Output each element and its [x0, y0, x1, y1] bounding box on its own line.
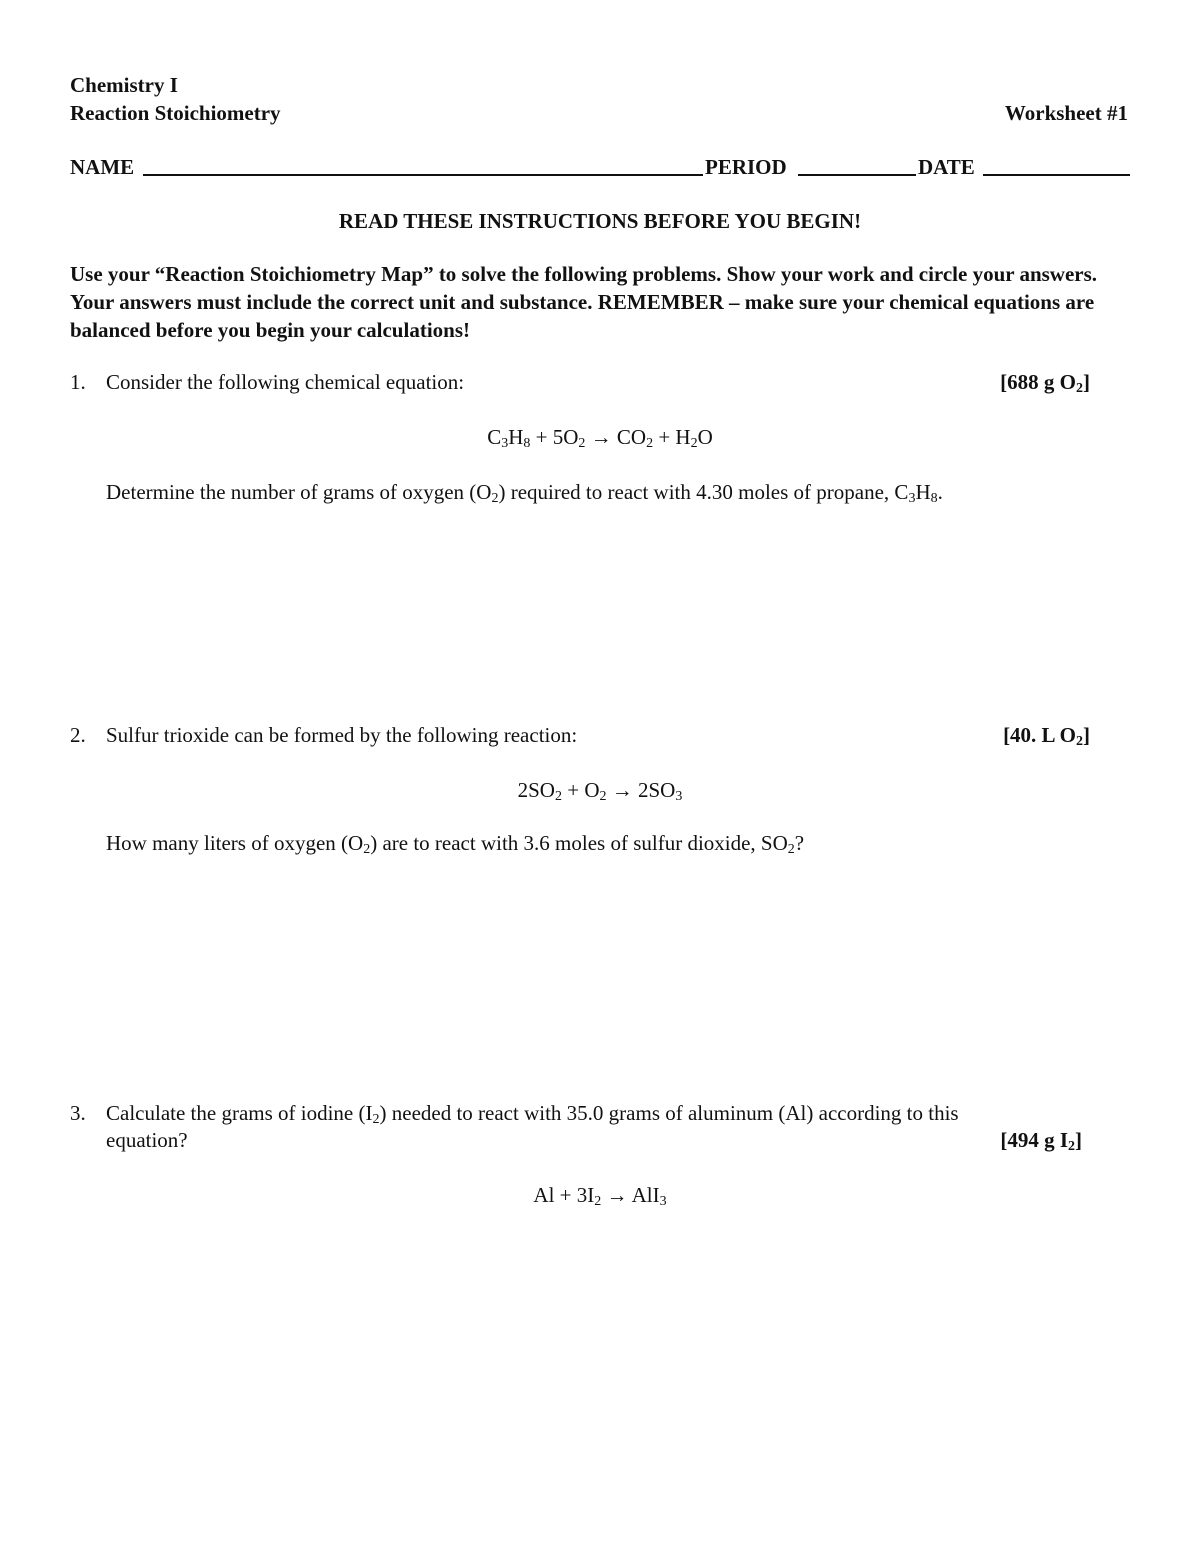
problem-3-prompt-line1: Calculate the grams of iodine $(I_2)$ needed to react with 35.0 grams of aluminum (Al) according to this — [106, 1101, 959, 1127]
problem-1-answer: [688 g $O_2$] — [1000, 370, 1090, 396]
problem-2-question: How many liters of oxygen $(O_2)$ are to react with 3.6 moles of sulfur dioxide, $SO_2$? — [106, 831, 805, 857]
worksheet-number: Worksheet #1 — [1004, 101, 1128, 125]
problem-3-prompt-line2: equation? — [106, 1128, 188, 1152]
instructions-body: Use your “Reaction Stoichiometry Map” to solve the following problems. Show your work and circle your answers. Your answers must include the correct unit and substance. REMEMBER – make sure your chemical equations are balanced before you begin your calculations! — [70, 262, 1098, 342]
problem-1-prompt: Consider the following chemical equation: — [106, 370, 465, 394]
problem-1-equation: $C_3H_8 + 5O_2 \to CO_2 + H_2O$ — [487, 425, 713, 451]
arrow-icon: → — [606, 778, 638, 802]
problem-3-answer: [494 g $I_2$] — [1000, 1128, 1082, 1154]
arrow-icon: → — [601, 1183, 632, 1207]
problem-2-prompt: Sulfur trioxide can be formed by the following reaction: — [106, 723, 578, 747]
problem-2-equation: $2SO_2 + O_2 \to 2SO_3$ — [517, 778, 683, 804]
name-label: NAME — [70, 155, 135, 179]
problem-1-number: 1. — [70, 370, 86, 394]
problem-3-equation: $Al + 3I_2 \to AlI_3$ — [533, 1183, 667, 1209]
problem-1-question: Determine the number of grams of oxygen $(O_2)$ required to react with 4.30 moles of propane, $C_3H_8$. — [106, 480, 943, 506]
date-label: DATE — [918, 155, 975, 179]
problem-3-number: 3. — [70, 1101, 86, 1125]
topic-title: Reaction Stoichiometry — [70, 101, 281, 125]
course-title: Chemistry I — [70, 73, 178, 97]
name-field[interactable] — [143, 174, 703, 176]
problem-2-number: 2. — [70, 723, 86, 747]
period-label: PERIOD — [705, 155, 787, 179]
instructions-heading: READ THESE INSTRUCTIONS BEFORE YOU BEGIN! — [338, 209, 862, 233]
period-field[interactable] — [798, 174, 916, 176]
arrow-icon: → — [585, 425, 617, 449]
problem-2-answer: [40. L $O_2$] — [1003, 723, 1090, 749]
date-field[interactable] — [983, 174, 1130, 176]
